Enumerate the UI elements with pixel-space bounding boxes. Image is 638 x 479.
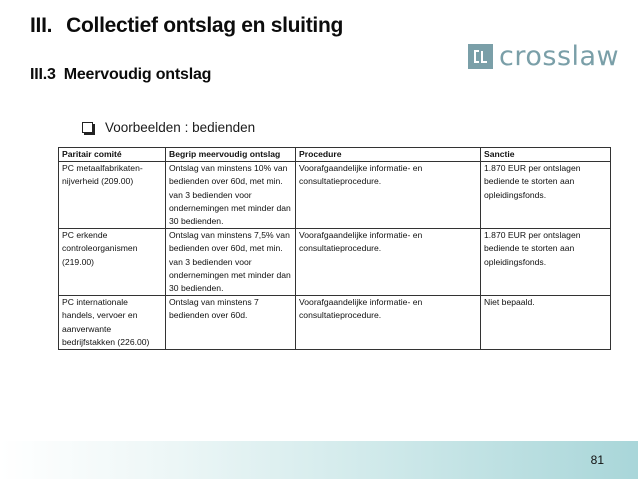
slide-title-text: Collectief ontslag en sluiting [66,14,343,37]
cell-sanctie: Niet bepaald. [481,296,611,350]
checkbox-bullet-icon [82,122,93,133]
crosslaw-logo-text: crosslaw [499,41,620,72]
header-sanctie: Sanctie [481,148,611,162]
section-title [30,66,211,84]
cell-comite: PC metaalfabrikaten-nijverheid (209.00) [59,162,166,229]
slide-title [30,14,343,38]
header-procedure: Procedure [296,148,481,162]
section-title-text: Meervoudig ontslag [63,66,212,83]
slide-title-number: III. [30,14,53,37]
cell-sanctie: 1.870 EUR per ontslagen bediende te storten aan opleidingsfonds. [481,229,611,296]
crosslaw-logo [468,43,619,70]
table-row [59,162,611,229]
table-header-row [59,148,611,162]
header-paritair-comite: Paritair comité [59,148,166,162]
cell-begrip: Ontslag van minstens 7 bedienden over 60d. [166,296,296,350]
table-row [59,229,611,296]
cell-comite: PC erkende controleorganismen (219.00) [59,229,166,296]
cell-begrip: Ontslag van minstens 7,5% van bedienden over 60d, met min. van 3 bedienden voor ondernemingen met minder dan 30 bedienden. [166,229,296,296]
page-number: 81 [590,453,604,467]
examples-bullet-text: Voorbeelden : bedienden [105,120,256,135]
cell-procedure: Voorafgaandelijke informatie- en consultatieprocedure. [296,296,481,350]
crosslaw-logo-mark-icon [468,44,493,69]
cell-begrip: Ontslag van minstens 10% van bedienden over 60d, met min. van 3 bedienden voor ondernemingen met minder dan 30 bedienden. [166,162,296,229]
header-begrip: Begrip meervoudig ontslag [166,148,296,162]
cell-procedure: Voorafgaandelijke informatie- en consultatieprocedure. [296,229,481,296]
cell-comite: PC internationale handels, vervoer en aanverwante bedrijfstakken (226.00) [59,296,166,350]
section-title-number: III.3 [30,66,56,83]
examples-bullet [82,120,255,135]
examples-table [58,147,611,350]
cell-sanctie: 1.870 EUR per ontslagen bediende te storten aan opleidingsfonds. [481,162,611,229]
footer-band [0,441,638,479]
cell-procedure: Voorafgaandelijke informatie- en consultatieprocedure. [296,162,481,229]
table-row [59,296,611,350]
